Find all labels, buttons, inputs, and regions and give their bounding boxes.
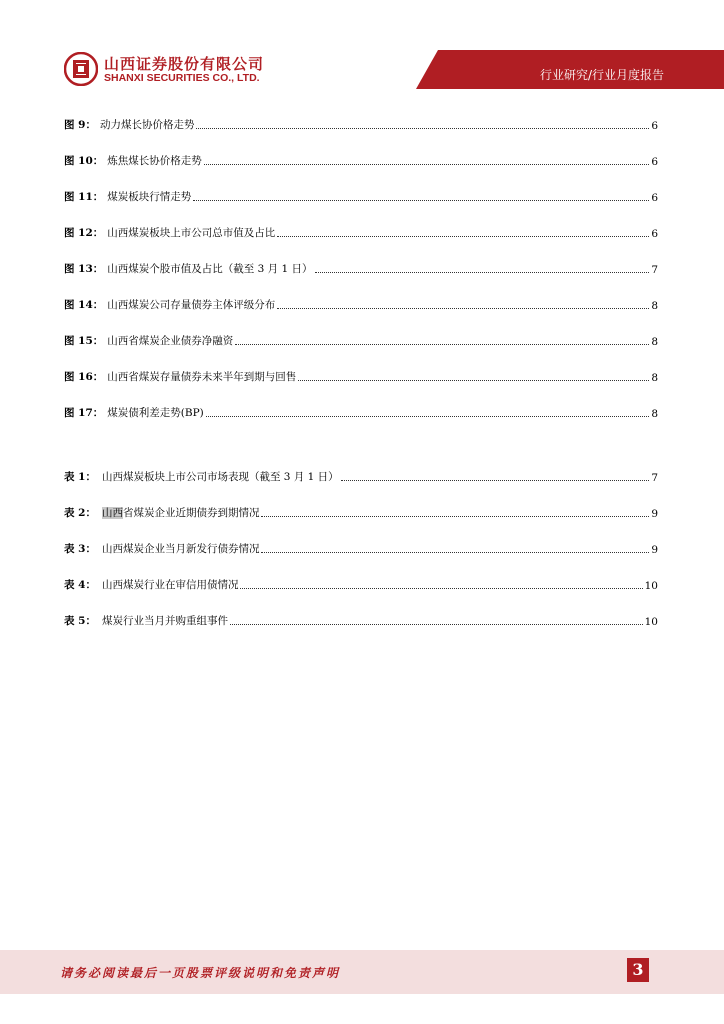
toc-label: 图 10： — [64, 155, 104, 167]
toc-leader — [235, 343, 649, 345]
toc-page: 7 — [651, 264, 658, 276]
toc-label: 图 16： — [64, 371, 104, 383]
toc-figure-entry[interactable] — [64, 224, 658, 240]
company-name-cn: 山西证券股份有限公司 — [104, 55, 265, 73]
toc-leader — [230, 623, 643, 625]
toc-page: 9 — [651, 508, 658, 520]
toc-leader — [341, 479, 650, 481]
toc-label: 图 13： — [64, 263, 104, 275]
toc-title: 炼焦煤长协价格走势 — [107, 155, 202, 167]
toc-leader — [277, 307, 649, 309]
toc-label: 表 3： — [64, 543, 96, 555]
toc-page: 9 — [651, 544, 658, 556]
toc-figure-entry[interactable] — [64, 152, 658, 168]
toc-figure-entry[interactable] — [64, 188, 658, 204]
toc-figure-entry[interactable] — [64, 404, 658, 420]
toc-leader — [193, 199, 649, 201]
toc-label: 图 17： — [64, 407, 104, 419]
toc-figure-entry[interactable] — [64, 332, 658, 348]
toc-label: 图 14： — [64, 299, 104, 311]
toc-leader — [204, 163, 650, 165]
toc-title: 山西煤炭个股市值及占比（截至 3 月 1 日） — [107, 263, 313, 275]
toc-label: 图 9： — [64, 119, 96, 131]
toc-label: 表 1： — [64, 471, 96, 483]
header-banner — [0, 0, 724, 100]
toc-leader — [261, 515, 649, 517]
report-type: 行业研究/行业月度报告 — [539, 68, 664, 82]
toc-figure-entry[interactable] — [64, 116, 658, 132]
toc-table-entry[interactable] — [64, 612, 658, 628]
toc-title: 山西省煤炭企业债券净融资 — [107, 335, 234, 347]
toc-leader — [196, 127, 649, 129]
toc-leader — [277, 235, 649, 237]
toc-table-entry[interactable] — [64, 504, 658, 520]
toc-figure-entry[interactable] — [64, 260, 658, 276]
toc-leader — [206, 415, 650, 417]
toc-page: 7 — [651, 472, 658, 484]
page-number: 3 — [627, 958, 649, 982]
toc-title: 山西煤炭板块上市公司市场表现（截至 3 月 1 日） — [101, 471, 339, 483]
toc-page: 10 — [644, 616, 658, 628]
toc-page: 6 — [651, 228, 658, 240]
toc-table-entry[interactable] — [64, 468, 658, 484]
toc-page: 6 — [651, 120, 658, 132]
toc-label: 图 12： — [64, 227, 104, 239]
toc-leader — [298, 379, 649, 381]
toc-label: 表 5： — [64, 615, 96, 627]
toc-page: 8 — [651, 408, 658, 420]
toc-page: 10 — [644, 580, 658, 592]
toc-title: 山西煤炭公司存量债券主体评级分布 — [107, 299, 276, 311]
toc-page: 8 — [651, 372, 658, 384]
toc-page: 6 — [651, 156, 658, 168]
shanxi-securities-logo-icon — [64, 52, 98, 86]
toc-label: 图 15： — [64, 335, 104, 347]
toc-title-rest: 省煤炭企业近期债券到期情况 — [122, 507, 260, 519]
toc-label: 表 4： — [64, 579, 96, 591]
page-footer — [0, 950, 724, 994]
toc-leader — [315, 271, 650, 273]
toc-page: 6 — [651, 192, 658, 204]
toc-page: 8 — [651, 336, 658, 348]
selection-highlight: 山西 — [101, 507, 123, 519]
toc-title: 煤炭板块行情走势 — [107, 191, 192, 203]
toc-title — [102, 505, 260, 520]
toc-table-entry[interactable] — [64, 540, 658, 556]
toc-figure-entry[interactable] — [64, 296, 658, 312]
toc-figure-entry[interactable] — [64, 368, 658, 384]
toc-label: 图 11： — [64, 191, 104, 203]
toc-page: 8 — [651, 300, 658, 312]
disclaimer-notice: 请务必阅读最后一页股票评级说明和免责声明 — [60, 966, 341, 980]
page-header — [0, 0, 724, 100]
toc-leader — [261, 551, 649, 553]
toc-title: 山西煤炭板块上市公司总市值及占比 — [107, 227, 276, 239]
toc-title: 山西煤炭行业在审信用债情况 — [101, 579, 239, 591]
company-name-en: SHANXI SECURITIES CO., LTD. — [104, 72, 260, 84]
toc-title: 山西省煤炭存量债券未来半年到期与回售 — [107, 371, 297, 383]
toc-table-entry[interactable] — [64, 576, 658, 592]
toc-title: 山西煤炭企业当月新发行债券情况 — [101, 543, 260, 555]
toc-leader — [240, 587, 642, 589]
toc-label: 表 2： — [64, 507, 96, 519]
toc-title: 煤炭行业当月并购重组事件 — [101, 615, 228, 627]
toc-title: 动力煤长协价格走势 — [99, 119, 195, 131]
toc-title: 煤炭债利差走势(BP) — [107, 407, 204, 419]
